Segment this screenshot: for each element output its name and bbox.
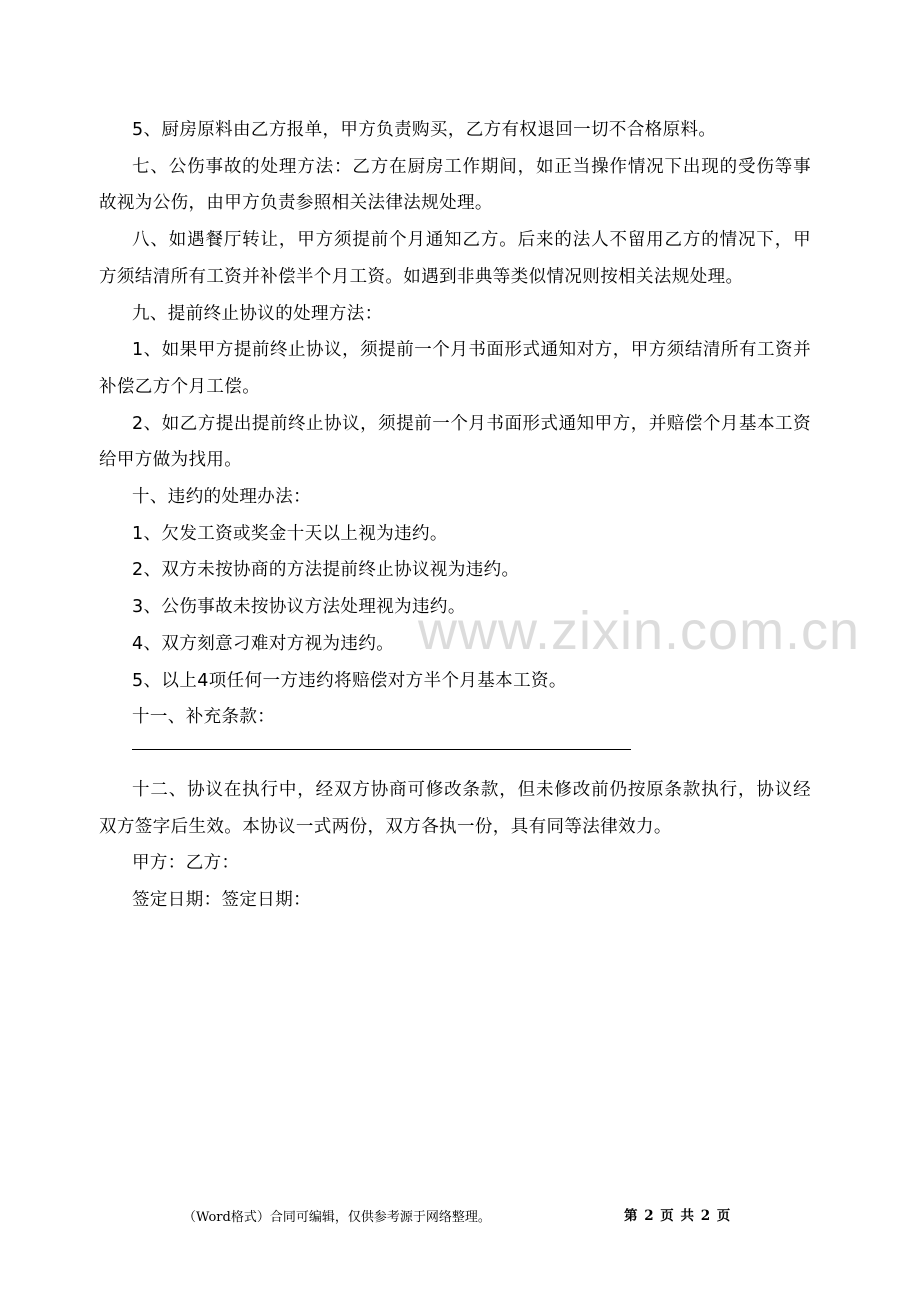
clause-breach-item-4: 4、双方刻意刁难对方视为违约。	[132, 633, 395, 654]
document-body	[99, 112, 811, 919]
footer-note: （Word格式）合同可编辑，仅供参考源于网络整理。	[183, 1210, 491, 1225]
supplementary-blank-line	[132, 749, 631, 750]
clause-breach-item-2: 2、双方未按协商的方法提前终止协议视为违约。	[132, 560, 520, 581]
clause-breach-item-5: 5、以上4项任何一方违约将赔偿对方半个月基本工资。	[132, 670, 567, 691]
footer-page-indicator: 第 2 页 共 2 页	[624, 1208, 732, 1224]
clause-breach-item-3: 3、公伤事故未按协议方法处理视为违约。	[132, 597, 466, 618]
clause-early-termination-heading: 九、提前终止协议的处理方法：	[132, 303, 383, 324]
watermark: www.zixin.com.cn	[418, 601, 861, 661]
clause-breach-item-1: 1、欠发工资或奖金十天以上视为违约。	[132, 523, 448, 544]
clause-work-injury: 七、公伤事故的处理方法：乙方在厨房工作期间，如正当操作情况下出现的受伤等事故视为公伤，由甲方负责参照相关法律法规处理。	[99, 156, 811, 214]
clause-kitchen-materials: 5、厨房原料由乙方报单，甲方负责购买，乙方有权退回一切不合格原料。	[132, 120, 717, 140]
signature-parties: 甲方：乙方：	[132, 853, 240, 874]
clause-breach-heading: 十、违约的处理办法：	[132, 487, 311, 508]
clause-supplementary-heading: 十一、补充条款：	[132, 707, 276, 728]
clause-early-termination-party-a: 1、如果甲方提前终止协议，须提前一个月书面形式通知对方，甲方须结清所有工资并补偿乙方个月工偿。	[99, 340, 811, 397]
clause-restaurant-transfer: 八、如遇餐厅转让，甲方须提前个月通知乙方。后来的法人不留用乙方的情况下，甲方须结清所有工资并补偿半个月工资。如遇到非典等类似情况则按相关法规处理。	[99, 230, 811, 287]
signature-dates: 签定日期：签定日期：	[132, 890, 311, 911]
clause-amendment-and-validity: 十二、协议在执行中，经双方协商可修改条款，但未修改前仍按原条款执行，协议经双方签字后生效。本协议一式两份，双方各执一份，具有同等法律效力。	[99, 779, 811, 837]
clause-early-termination-party-b: 2、如乙方提出提前终止协议，须提前一个月书面形式通知甲方，并赔偿个月基本工资给甲方做为找用。	[99, 413, 811, 471]
